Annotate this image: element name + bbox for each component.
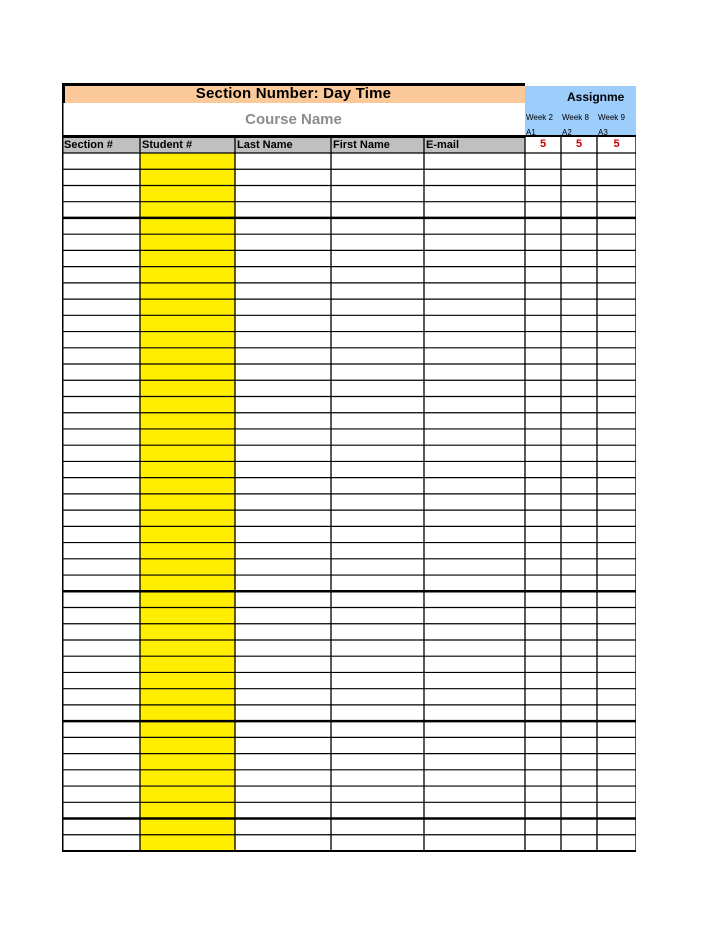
max-points-a1: 5	[539, 138, 547, 150]
student-column-fill	[140, 153, 235, 851]
assignment-code-label: A2	[562, 128, 572, 136]
column-header-first-name: First Name	[333, 139, 390, 151]
course-name: Course Name	[245, 111, 342, 128]
section-title: Section Number: Day Time	[195, 85, 392, 102]
gradebook-sheet	[62, 83, 636, 853]
roster-grid	[62, 83, 636, 853]
column-header-section: Section #	[64, 139, 113, 151]
assignment-code-label: A1	[526, 128, 536, 136]
assignment-week-label: Week 9	[598, 113, 625, 122]
max-points-a3: 5	[613, 138, 620, 150]
column-header-last-name: Last Name	[237, 139, 293, 151]
assignments-title: Assignme	[567, 90, 625, 104]
column-header-email: E-mail	[426, 139, 460, 151]
max-points-a2: 5	[575, 138, 583, 150]
assignment-week-label: Week 8	[562, 113, 589, 122]
column-header-student: Student #	[142, 139, 193, 151]
assignment-code-label: A3	[598, 128, 608, 136]
assignment-week-label: Week 2	[526, 113, 553, 122]
